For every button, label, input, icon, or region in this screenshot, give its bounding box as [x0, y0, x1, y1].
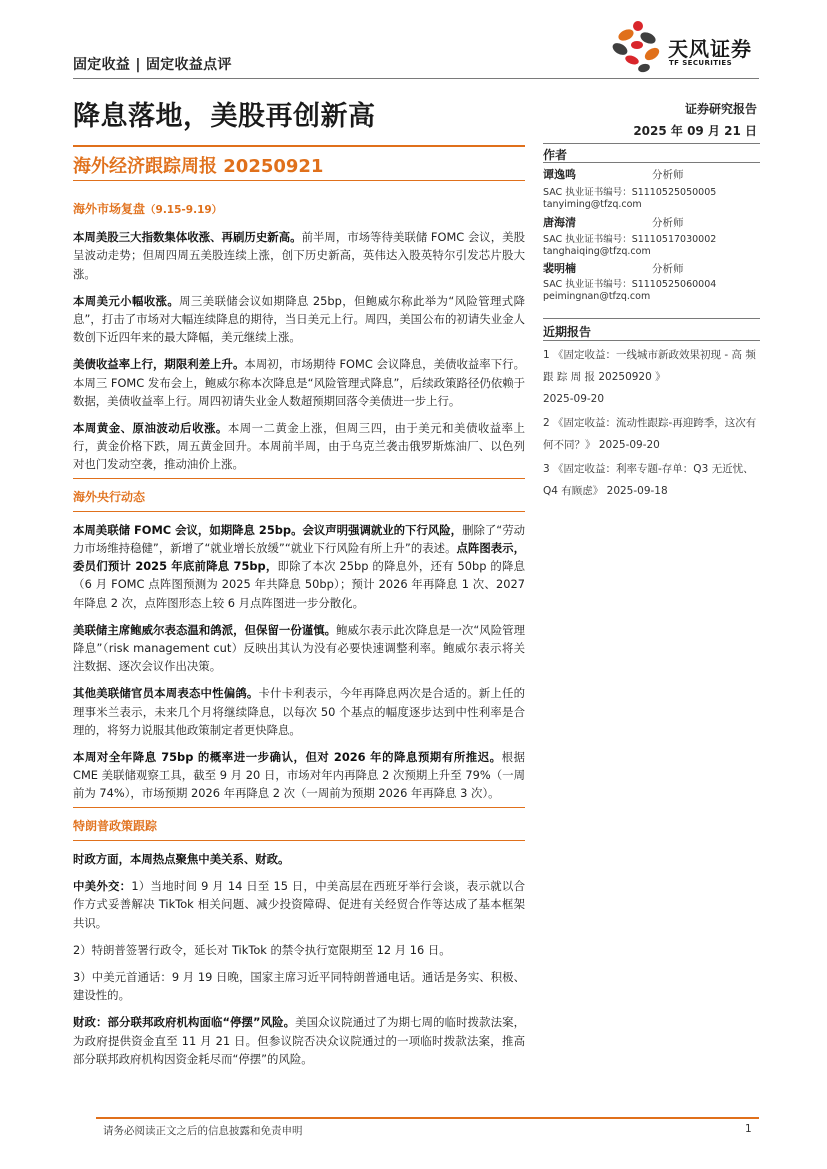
recent-report-item[interactable] [543, 344, 760, 410]
paragraph [73, 621, 525, 676]
section-date-range: （9.15-9.19） [145, 204, 223, 216]
paragraph-lead: 本周美股三大指数集体收涨、再刷历史新高。 [73, 230, 302, 245]
paragraph-text: 卡什卡利表示，今年再降息两次是合适的。新上任的理事米兰表示，未来几个月将继续降息，以每次 50 个基点的幅度逐步达到中性利率是合理的，将努力说服其他政策制定者更快降息。 [73, 686, 525, 737]
paragraph-text: 1）当地时间 9 月 14 日至 15 日，中美高层在西班牙举行会谈，表示就以合作方式妥善解决 TikTok 相关问题、减少投资障碍、促进有关经贸合作等达成了基本框架共识。 [73, 879, 525, 930]
section-title: 海外市场复盘 [73, 202, 146, 216]
report-type: 证券研究报告 [684, 102, 757, 116]
header-divider [73, 78, 759, 79]
paragraph [73, 355, 525, 410]
paragraph-text: 鲍威尔表示此次降息是一次“风险管理降息”（risk management cut）反映出其认为没有必要快速调整利率。鲍威尔表示将关注数据、逐次会议作出决策。 [73, 622, 525, 674]
report-title: 降息落地，美股再创新高 [73, 101, 376, 132]
paragraph-text: 删除了“劳动力市场维持稳健”，新增了“就业增长放缓”“就业下行风险有所上升”的表述。 [73, 522, 526, 556]
section-divider [73, 478, 525, 479]
recent-reports-list [543, 344, 760, 504]
paragraph-lead: 点阵图表示，委员们预计 2025 年底前降息 75bp， [73, 541, 525, 574]
paragraph-lead: 本周黄金、原油波动后收涨。 [73, 421, 228, 436]
paragraph-lead: 财政：部分联邦政府机构面临“停摆”风险。 [73, 1015, 296, 1030]
paragraph [73, 228, 525, 283]
recent-report-date: 2025-09-20 [598, 439, 660, 451]
title-divider [73, 145, 525, 147]
paragraph [73, 521, 525, 612]
analyst-email[interactable]: tanghaiqing@tfzq.com [543, 246, 651, 257]
analyst-email[interactable]: peimingnan@tfzq.com [543, 291, 651, 302]
analyst-cert: SAC 执业证书编号：S1110525060004 [543, 279, 717, 290]
report-subtitle: 海外经济跟踪周报 20250921 [73, 156, 324, 177]
authors-heading-divider [543, 162, 760, 163]
recent-heading-divider [543, 340, 760, 341]
page-number: 1 [745, 1123, 752, 1135]
footer-disclaimer: 请务必阅读正文之后的信息披露和免责申明 [103, 1125, 303, 1137]
paragraph [73, 968, 525, 1004]
paragraph [73, 748, 525, 803]
authors-heading: 作者 [543, 148, 568, 162]
paragraph-lead: 时政方面，本周热点聚焦中美关系、财政。 [73, 851, 290, 866]
paragraph-text: 即除了本次 25bp 的降息外，还有 50bp 的降息（6 月 FOMC 点阵图预测为 2025 年共降息 50bp）；预计 2026 年再降息 1 次、2027 年降息 2 次，点阵图形态上较 6 月点阵图进一步分散化。 [73, 559, 525, 610]
paragraph [73, 850, 525, 868]
section-divider [73, 511, 525, 512]
subtitle-divider [73, 180, 525, 181]
recent-report-item[interactable] [543, 458, 760, 502]
section-heading-central-bank: 海外央行动态 [73, 489, 146, 504]
paragraph-text: 根据 CME 美联储观察工具，截至 9 月 20 日，市场对年内再降息 2 次预期上升至 79%（一周前为 74%），市场预期 2026 年再降息 2 次（一周前为预期 2026 年再降息 3 次）。 [73, 750, 525, 801]
section-divider [73, 807, 525, 808]
analyst-name: 唐海清 [543, 216, 576, 229]
analyst-name: 谭逸鸣 [543, 168, 576, 181]
analyst-name: 裴明楠 [543, 262, 576, 275]
authors-divider [543, 143, 760, 144]
paragraph-lead: 美联储主席鲍威尔表态温和鸽派，但保留一份谨慎。 [73, 622, 337, 637]
report-category: 固定收益 | 固定收益点评 [73, 57, 232, 73]
paragraph-text: 3）中美元首通话：9 月 19 日晚，国家主席习近平同特朗普通电话。通话是务实、积极、建设性的。 [73, 969, 525, 1003]
analyst-title: 分析师 [652, 263, 684, 275]
recent-report-title[interactable]: 3 《固定收益：利率专题-存单：Q3 无近忧、Q4 有顾虑》 [543, 463, 754, 497]
paragraph-text: 本周初，市场期待 FOMC 会议降息，美债收益率下行。本周三 FOMC 发布会上，鲍威尔称本次降息是“风险管理式降息”，后续政策路径仍依赖于数据，美债收益率上行。周四初请失业金人数超预期回落令美债进一步上行。 [73, 357, 525, 408]
section-heading-trump-policy: 特朗普政策跟踪 [73, 818, 158, 833]
paragraph-lead: 美债收益率上行，期限利差上升。 [73, 357, 245, 372]
paragraph-lead: 其他美联储官员本周表态中性偏鸽。 [73, 686, 259, 701]
recent-report-title[interactable]: 1 《固定收益：一线城市新政效果初现 - 高 频 跟 踪 周 报 20250920 》 [543, 349, 756, 383]
recent-report-title[interactable]: 2 《固定收益：流动性跟踪-再迎跨季，这次有何不同？》 [543, 417, 757, 451]
section-divider [73, 840, 525, 841]
section-heading-market [73, 200, 525, 219]
report-body [73, 200, 525, 1077]
analyst-title: 分析师 [652, 217, 684, 229]
paragraph-text: 本周一二黄金上涨，但周三四，由于美元和美债收益率上行，黄金价格下跌，周五黄金回升。本周前半周，由于乌克兰袭击俄罗斯炼油厂、以色列对也门发动空袭，推动油价上涨。 [73, 421, 525, 472]
paragraph-text: 周三美联储会议如期降息 25bp，但鲍威尔称此举为“风险管理式降息”，打击了市场对大幅连续降息的期待，当日美元上行。周四，美国公布的初请失业金人数创下近四年来的最大降幅，美元继续上涨。 [73, 293, 525, 345]
paragraph [73, 877, 525, 932]
analyst-email[interactable]: tanyiming@tfzq.com [543, 199, 642, 210]
analyst-title: 分析师 [652, 169, 684, 181]
analyst-cert: SAC 执业证书编号：S1110525050005 [543, 187, 717, 198]
paragraph-text: 前半周，市场等待美联储 FOMC 会议，美股呈波动走势；但周四周五美股连续上涨，创下历史新高，英伟达入股英特尔引发芯片股大涨。 [73, 230, 525, 281]
recent-report-date: 2025-09-20 [543, 393, 605, 405]
analyst-cert: SAC 执业证书编号：S1110517030002 [543, 234, 717, 245]
recent-report-item[interactable] [543, 412, 760, 456]
paragraph-lead: 本周美元小幅收涨。 [73, 293, 180, 308]
paragraph-lead: 本周美联储 FOMC 会议，如期降息 25bp。会议声明强调就业的下行风险， [73, 522, 463, 537]
paragraph [73, 292, 525, 347]
recent-heading: 近期报告 [543, 325, 592, 339]
paragraph [73, 684, 525, 739]
paragraph-text: 美国众议院通过了为期七周的临时拨款法案，为政府提供资金直至 11 月 21 日。但参议院否决众议院通过的一项临时拨款法案，推高部分联邦政府机构因资金耗尽而“停摆”的风险。 [73, 1015, 525, 1066]
paragraph [73, 1013, 525, 1068]
report-date: 2025 年 09 月 21 日 [633, 124, 757, 138]
recent-report-date: 2025-09-18 [606, 485, 668, 497]
paragraph [73, 419, 525, 474]
paragraph-lead: 本周对全年降息 75bp 的概率进一步确认，但对 2026 年的降息预期有所推迟。 [73, 750, 502, 765]
paragraph [73, 941, 525, 959]
recent-divider [543, 318, 760, 319]
footer-divider [96, 1117, 759, 1119]
paragraph-text: 2）特朗普签署行政令，延长对 TikTok 的禁令执行宽限期至 12 月 16 日。 [73, 942, 451, 957]
logo-text-en: TF SECURITIES [669, 59, 733, 67]
paragraph-lead: 中美外交： [73, 879, 132, 894]
logo-text-cn: 天风证券 [668, 37, 752, 61]
